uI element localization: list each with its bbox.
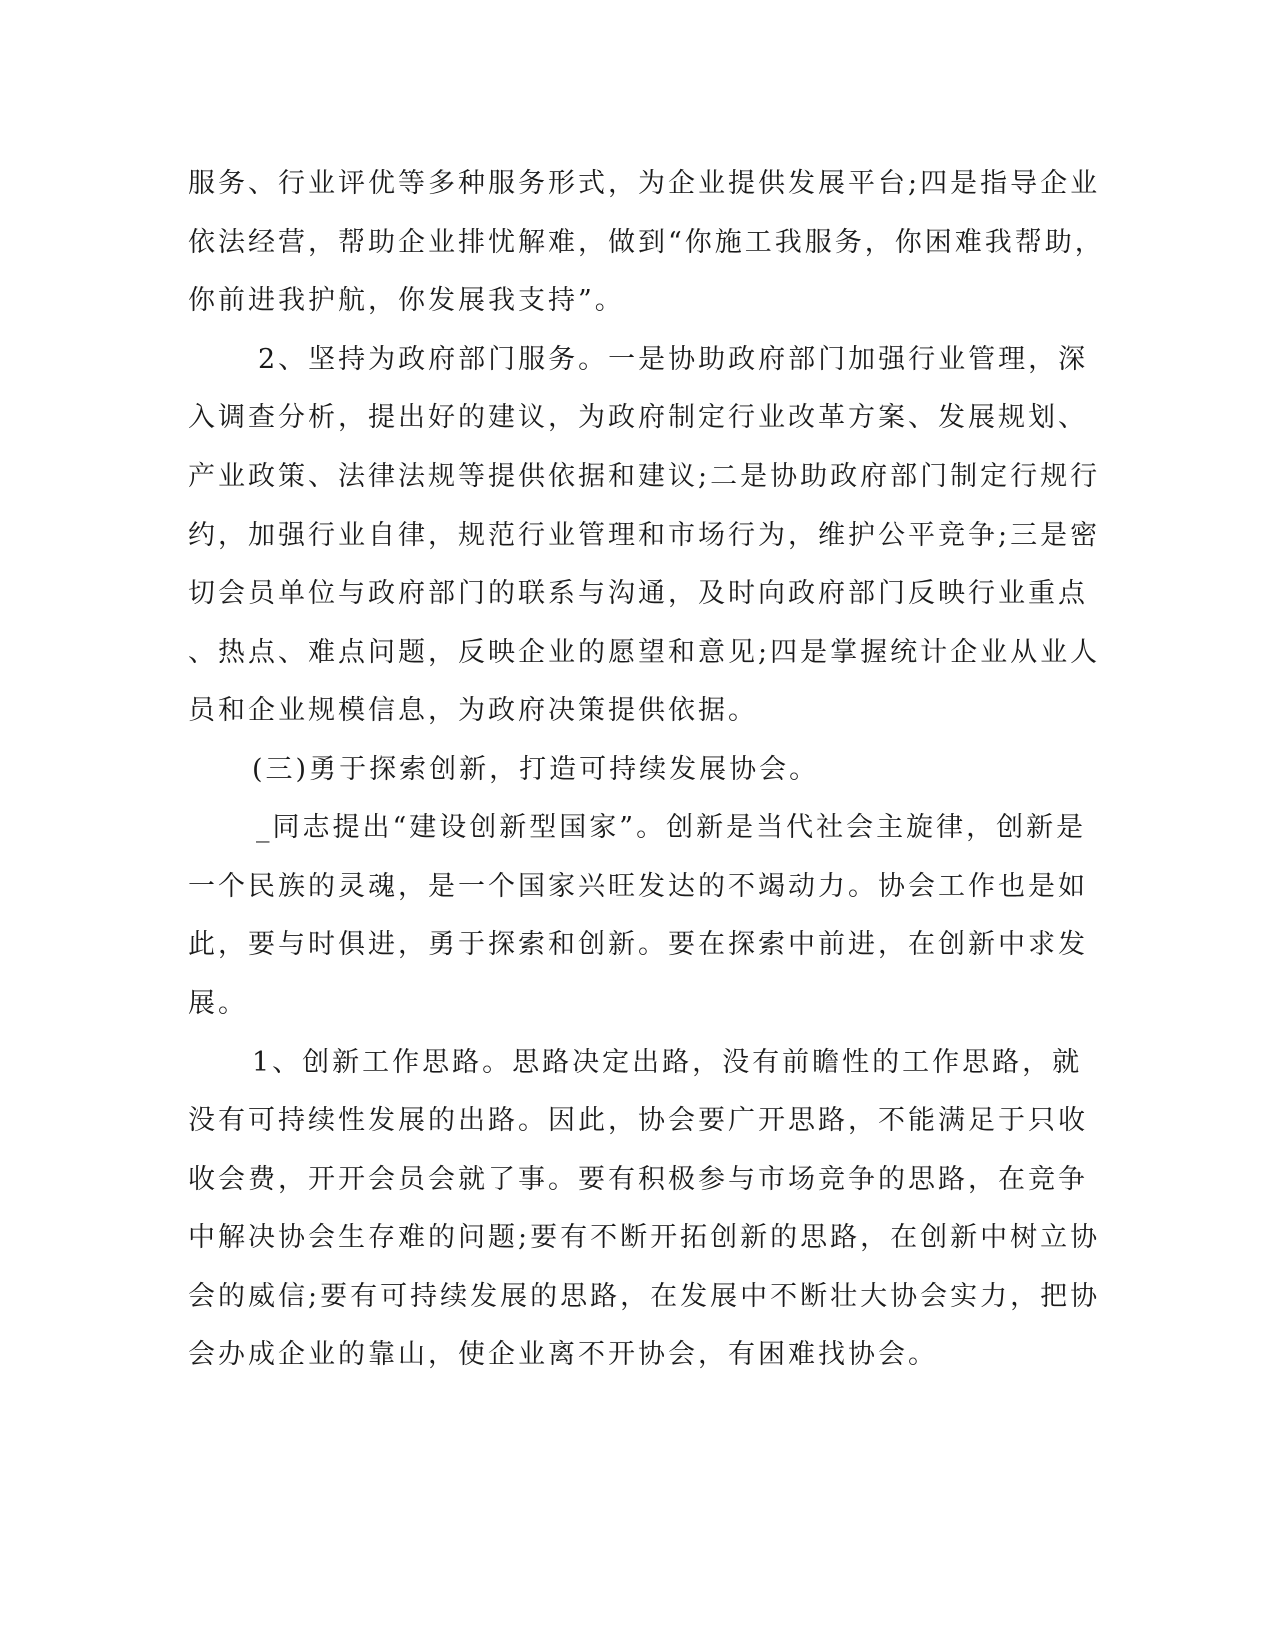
text-line: 此，要与时俱进，勇于探索和创新。要在探索中前进，在创新中求发 — [188, 929, 1088, 960]
text-line: 产业政策、法律法规等提供依据和建议;二是协助政府部门制定行规行 — [188, 461, 1101, 492]
section-heading: (三)勇于探索创新，打造可持续发展协会。 — [252, 754, 820, 785]
text-line: 依法经营，帮助企业排忧解难，做到“你施工我服务，你困难我帮助， — [188, 227, 1105, 258]
text-line: 约，加强行业自律，规范行业管理和市场行为，维护公平竞争;三是密 — [188, 520, 1101, 551]
text-line: 员和企业规模信息，为政府决策提供依据。 — [188, 695, 758, 726]
text-line: 收会费，开开会员会就了事。要有积极参与市场竞争的思路，在竞争 — [188, 1164, 1088, 1195]
text-line: 、热点、难点问题，反映企业的愿望和意见;四是掌握统计企业从业人 — [188, 637, 1101, 668]
text-line: 你前进我护航，你发展我支持”。 — [188, 285, 625, 316]
text-line: 切会员单位与政府部门的联系与沟通，及时向政府部门反映行业重点 — [188, 578, 1088, 609]
text-line: 1、创新工作思路。思路决定出路，没有前瞻性的工作思路，就 — [252, 1047, 1083, 1078]
text-line: 没有可持续性发展的出路。因此，协会要广开思路，不能满足于只收 — [188, 1105, 1088, 1136]
text-line: 会办成企业的靠山，使企业离不开协会，有困难找协会。 — [188, 1339, 938, 1370]
text-line: 服务、行业评优等多种服务形式，为企业提供发展平台;四是指导企业 — [188, 168, 1101, 199]
text-line: _同志提出“建设创新型国家”。创新是当代社会主旋律，创新是 — [256, 812, 1087, 843]
text-line: 一个民族的灵魂，是一个国家兴旺发达的不竭动力。协会工作也是如 — [188, 871, 1088, 902]
text-line: 会的威信;要有可持续发展的思路，在发展中不断壮大协会实力，把协 — [188, 1281, 1101, 1312]
text-line: 2、坚持为政府部门服务。一是协助政府部门加强行业管理，深 — [258, 344, 1089, 375]
text-line: 展。 — [188, 988, 248, 1019]
text-line: 入调查分析，提出好的建议，为政府制定行业改革方案、发展规划、 — [188, 402, 1088, 433]
text-line: 中解决协会生存难的问题;要有不断开拓创新的思路，在创新中树立协 — [188, 1222, 1101, 1253]
